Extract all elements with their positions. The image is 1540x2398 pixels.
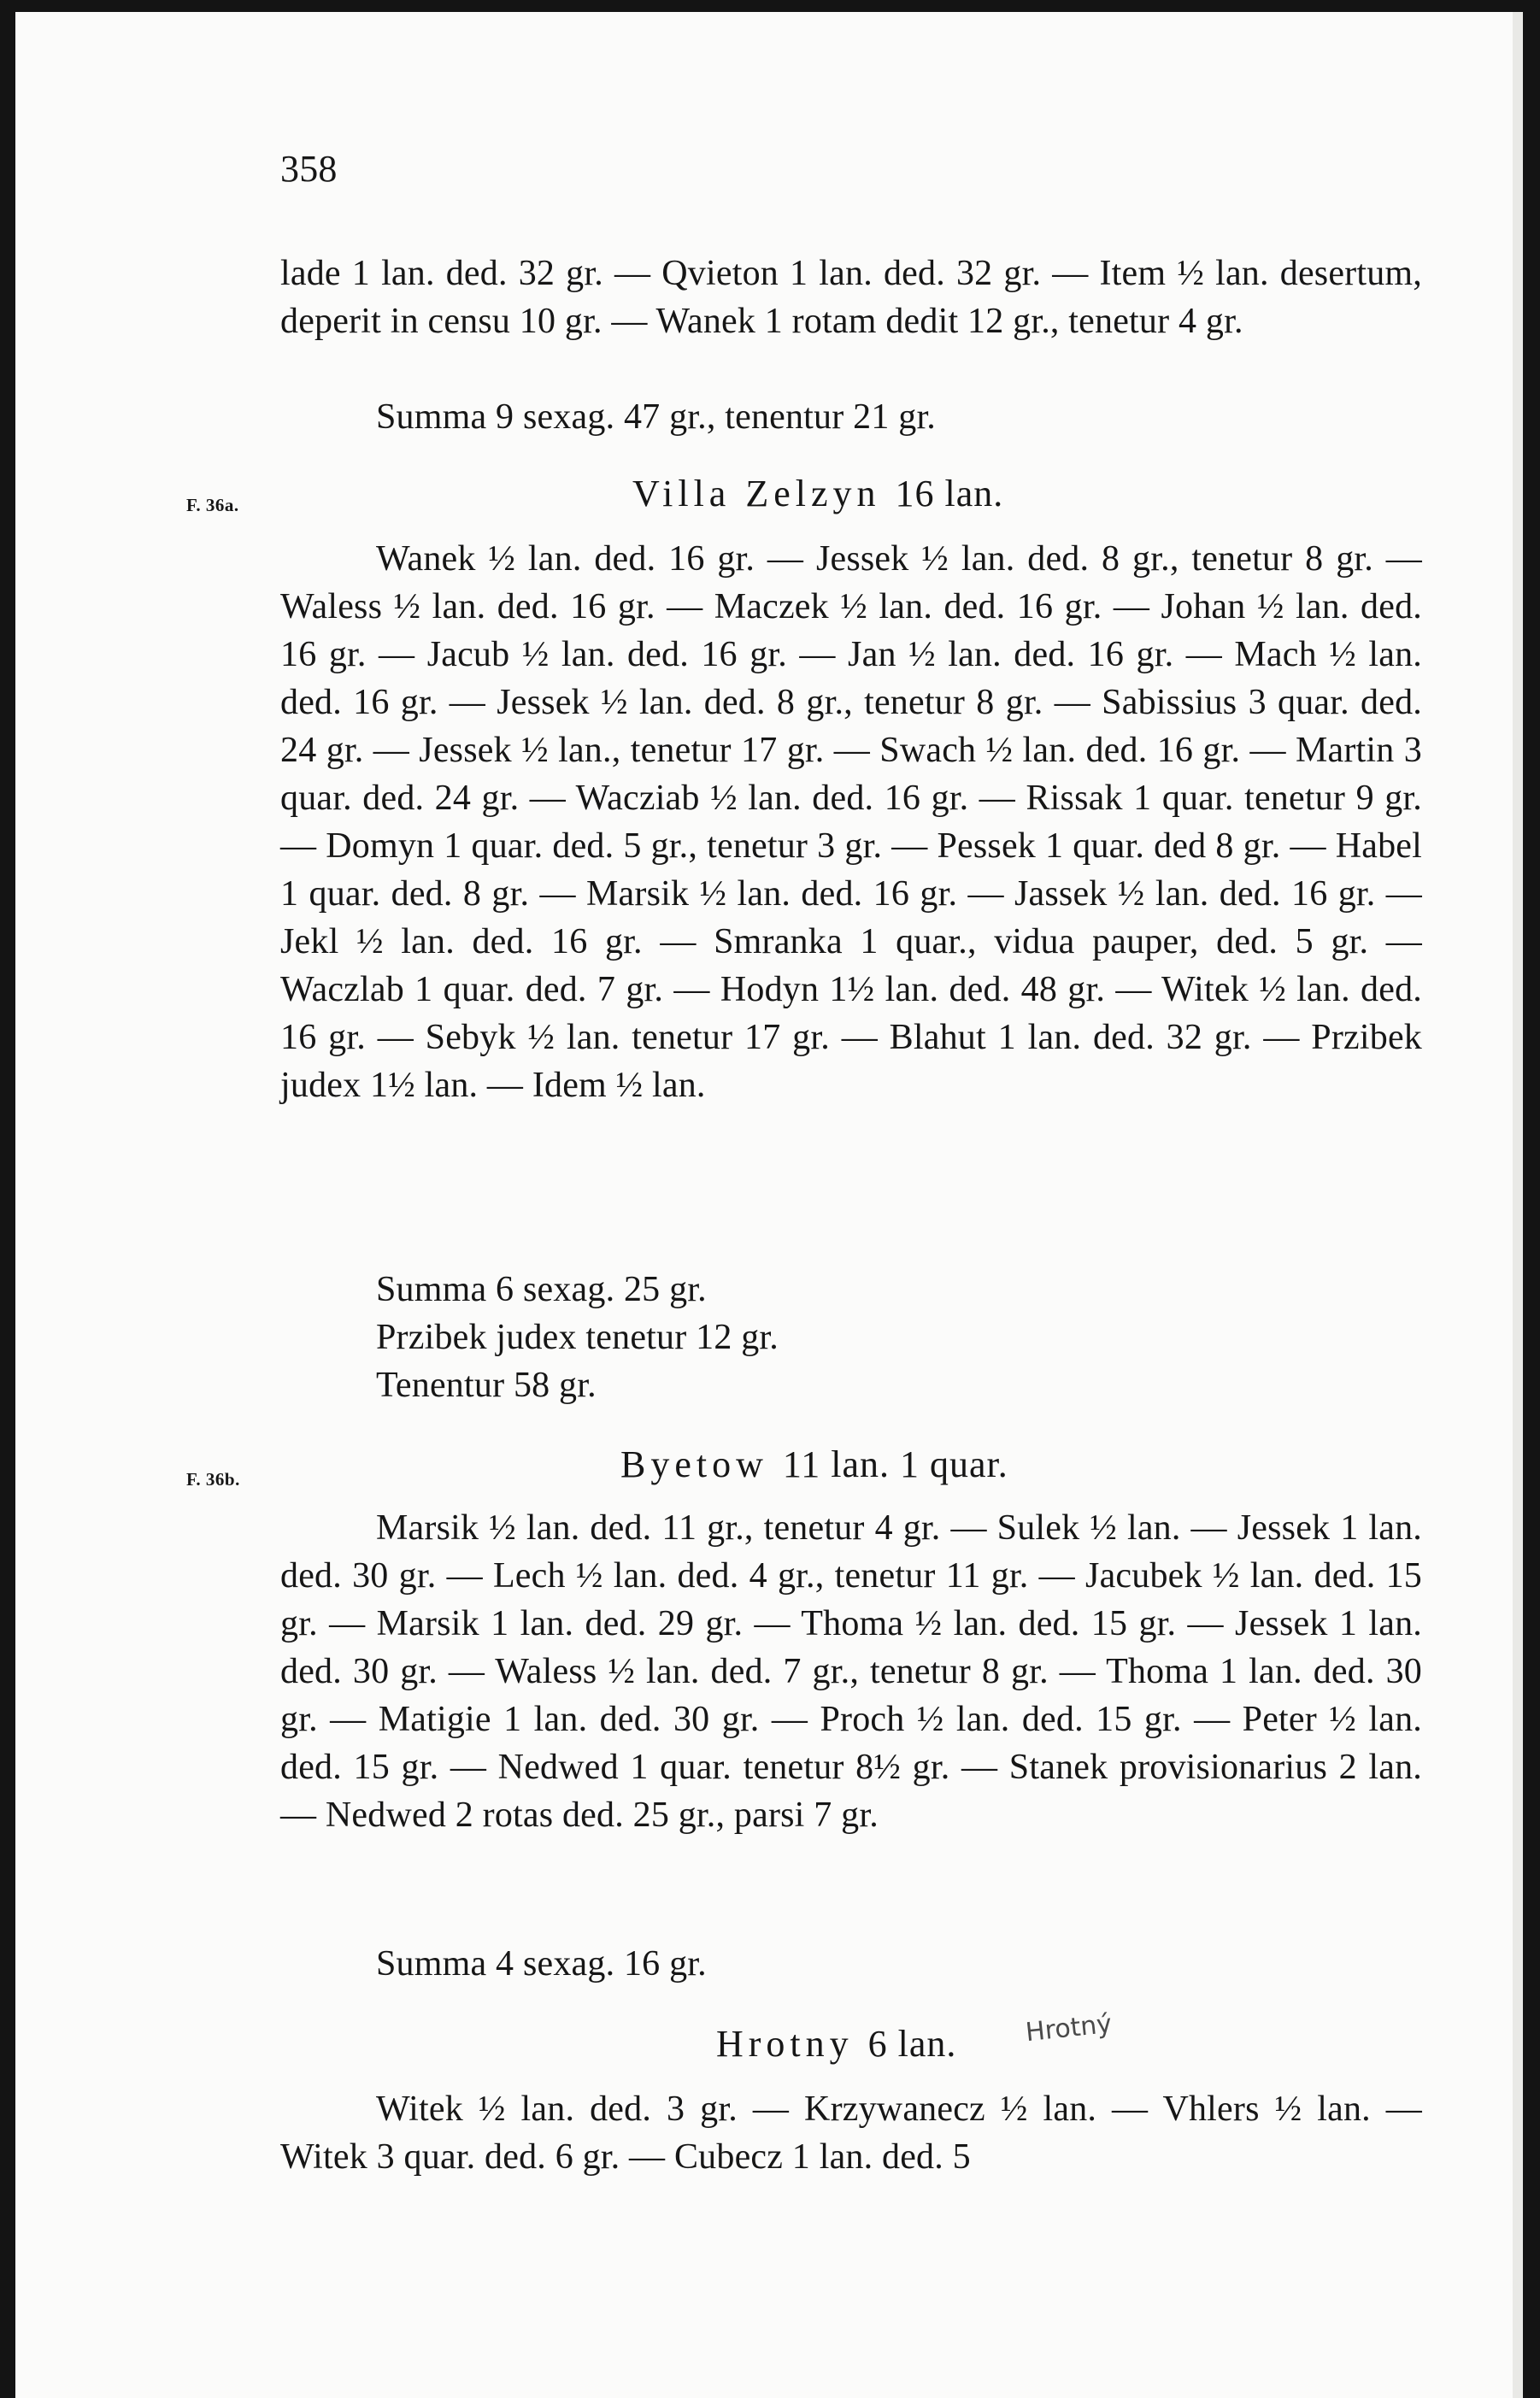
zelzyn-summa bbox=[376, 1266, 779, 1409]
summa-line: Tenentur 58 gr. bbox=[376, 1366, 597, 1405]
margin-ref-zelzyn: F. 36a. bbox=[186, 495, 239, 515]
heading-size: 16 lan. bbox=[895, 473, 1004, 514]
byetow-text: Marsik ½ lan. ded. 11 gr., tenetur 4 gr. — Sulek ½ lan. — Jessek 1 lan. ded. 30 gr. — Lech ½ lan. ded. 4 gr., tenetur 11 gr. — Jacubek ½ lan. ded. 15 gr. — Marsik 1 lan. ded. 29 gr. — Thoma ½ lan. ded. 15 gr. — Jessek 1 lan. ded. 30 gr. — Waless ½ lan. ded. 7 gr., tenetur 8 gr. — Thoma 1 lan. ded. 30 gr. — Matigie 1 lan. ded. 30 gr. — Proch ½ lan. ded. 15 gr. — Peter ½ lan. ded. 15 gr. — Nedwed 1 quar. tenetur 8½ gr. — Stanek provisionarius 2 lan. — Nedwed 2 rotas ded. 25 gr., parsi 7 gr. bbox=[280, 1508, 1422, 1835]
summa-line: Summa 4 sexag. 16 gr. bbox=[376, 1944, 707, 1984]
heading-byetow bbox=[620, 1441, 1008, 1489]
intro-paragraph bbox=[280, 250, 1422, 345]
zelzyn-text: Wanek ½ lan. ded. 16 gr. — Jessek ½ lan. ded. 8 gr., tenetur 8 gr. — Waless ½ lan. ded. 16 gr. — Maczek ½ lan. ded. 16 gr. — Johan ½ lan. ded. 16 gr. — Jacub ½ lan. ded. 16 gr. — Jan ½ lan. ded. 16 gr. — Mach ½ lan. ded. 16 gr. — Jessek ½ lan. ded. 8 gr., tenetur 8 gr. — Sabissius 3 quar. ded. 24 gr. — Jessek ½ lan., tenetur 17 gr. — Swach ½ lan. ded. 16 gr. — Martin 3 quar. ded. 24 gr. — Wacziab ½ lan. ded. 16 gr. — Rissak 1 quar. tenetur 9 gr. — Domyn 1 quar. ded. 5 gr., tenetur 3 gr. — Pessek 1 quar. ded 8 gr. — Habel 1 quar. ded. 8 gr. — Marsik ½ lan. ded. 16 gr. — Jassek ½ lan. ded. 16 gr. — Jekl ½ lan. ded. 16 gr. — Smranka 1 quar., vidua pauper, ded. 5 gr. — Waczlab 1 quar. ded. 7 gr. — Hodyn 1½ lan. ded. 48 gr. — Witek ½ lan. ded. 16 gr. — Sebyk ½ lan. tenetur 17 gr. — Blahut 1 lan. ded. 32 gr. — Przibek judex 1½ lan. — Idem ½ lan. bbox=[280, 539, 1422, 1105]
summa-line: Przibek judex tenetur 12 gr. bbox=[376, 1318, 779, 1357]
summa-line: Summa 6 sexag. 25 gr. bbox=[376, 1270, 707, 1309]
margin-ref-byetow: F. 36b. bbox=[186, 1469, 240, 1490]
zelzyn-paragraph bbox=[280, 535, 1422, 1109]
heading-title: Villa Zelzyn bbox=[632, 473, 881, 514]
page-edge bbox=[1513, 12, 1523, 2398]
hrotny-paragraph bbox=[280, 2085, 1422, 2181]
intro-summa bbox=[376, 393, 936, 441]
hrotny-text: Witek ½ lan. ded. 3 gr. — Krzywanecz ½ lan. — Vhlers ½ lan. — Witek 3 quar. ded. 6 gr. — Cubecz 1 lan. ded. 5 bbox=[280, 2089, 1422, 2177]
heading-hrotny bbox=[716, 2020, 956, 2068]
intro-text: lade 1 lan. ded. 32 gr. — Qvieton 1 lan. ded. 32 gr. — Item ½ lan. desertum, deperit in censu 10 gr. — Wanek 1 rotam dedit 12 gr., tenetur 4 gr. bbox=[280, 254, 1422, 341]
heading-size: 11 lan. 1 quar. bbox=[782, 1443, 1008, 1485]
heading-title: Byetow bbox=[620, 1443, 768, 1485]
heading-villa-zelzyn bbox=[632, 470, 1003, 518]
heading-title: Hrotny bbox=[716, 2023, 854, 2065]
heading-size: 6 lan. bbox=[867, 2023, 957, 2065]
byetow-summa bbox=[376, 1940, 707, 1988]
handwritten-note: Hrotný bbox=[1024, 2008, 1114, 2048]
page-number: 358 bbox=[280, 148, 338, 190]
summa-line: Summa 9 sexag. 47 gr., tenentur 21 gr. bbox=[376, 397, 937, 437]
byetow-paragraph bbox=[280, 1504, 1422, 1839]
